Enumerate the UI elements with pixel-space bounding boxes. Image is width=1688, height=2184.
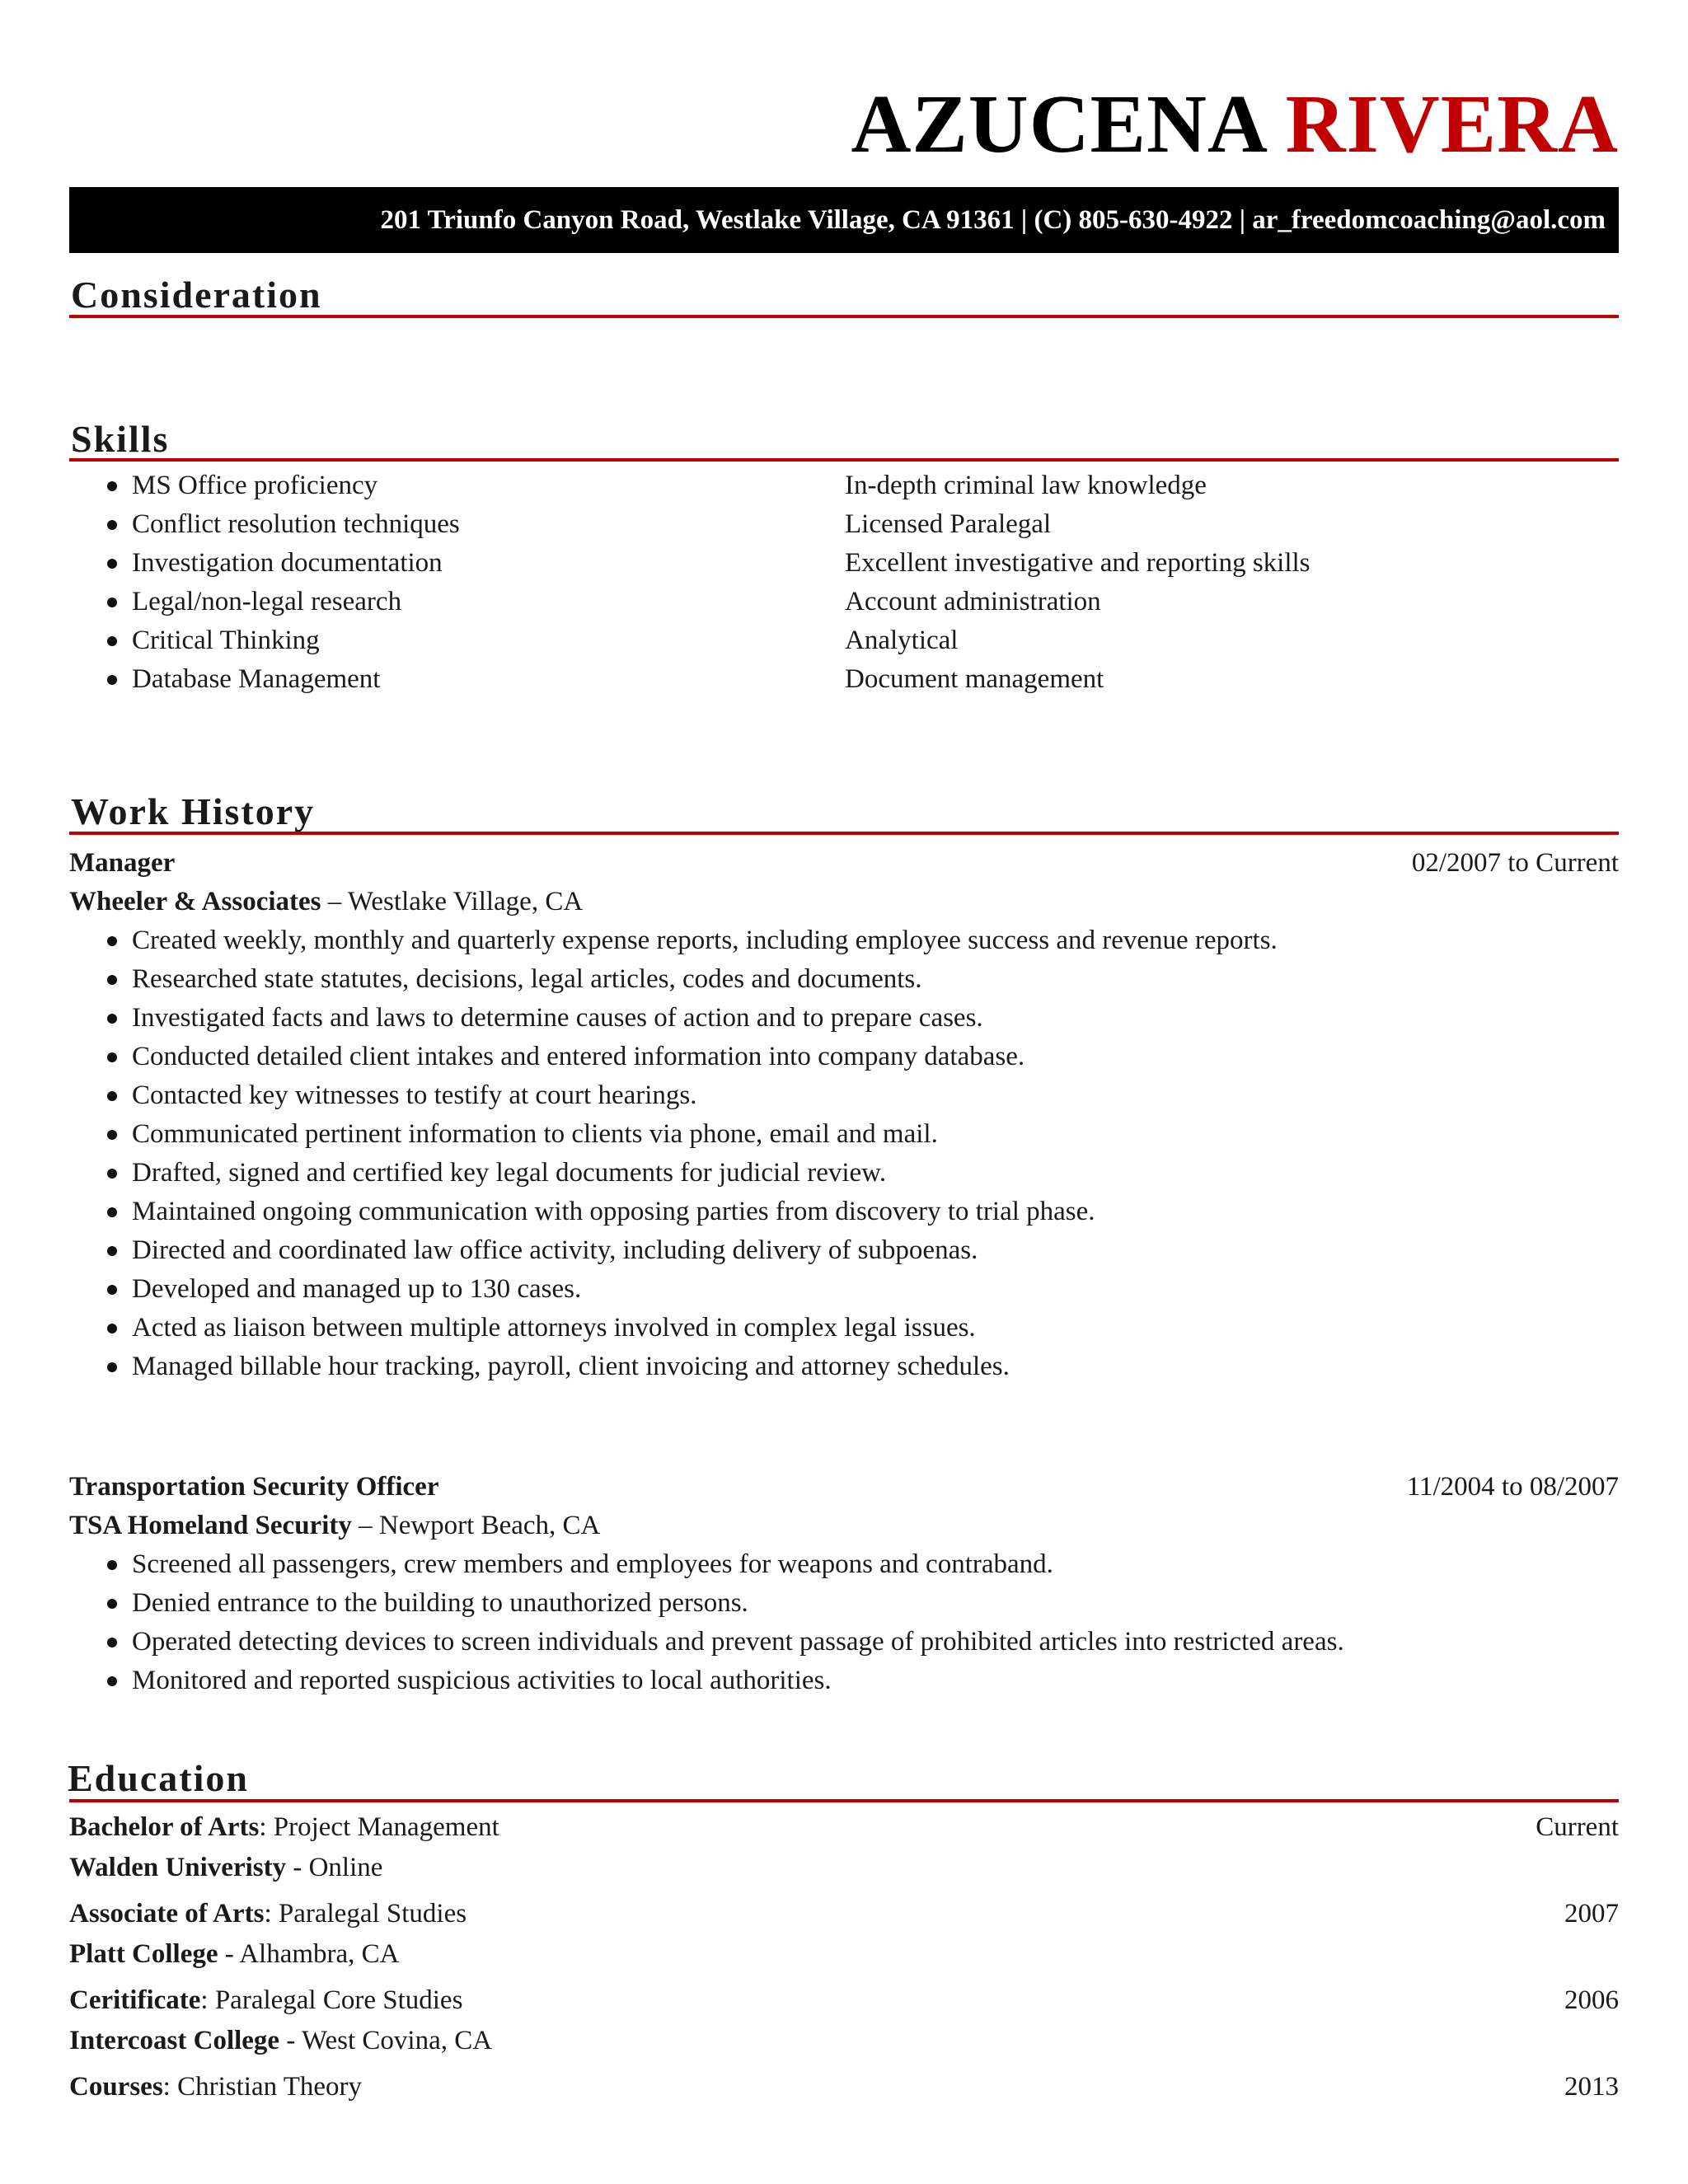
list-item: Directed and coordinated law office activity, including delivery of subpoenas. bbox=[69, 1231, 1278, 1270]
job-bullets bbox=[69, 1545, 1344, 1700]
job-bullets bbox=[69, 921, 1278, 1386]
field: : Project Management bbox=[259, 1812, 499, 1842]
list-item: Communicated pertinent information to clients via phone, email and mail. bbox=[69, 1115, 1278, 1154]
list-item: Account administration bbox=[845, 587, 1101, 616]
education-date: Current bbox=[1536, 1812, 1619, 1842]
bullet-icon bbox=[107, 598, 117, 607]
section-title-consideration: Consideration bbox=[71, 274, 322, 316]
first-name: AZUCENA bbox=[851, 77, 1264, 170]
bullet-icon bbox=[107, 1130, 117, 1140]
last-name: RIVERA bbox=[1285, 77, 1619, 170]
contact-bar bbox=[69, 187, 1619, 253]
bullet-icon bbox=[107, 1638, 117, 1647]
section-title-education: Education bbox=[68, 1757, 249, 1799]
list-item: Licensed Paralegal bbox=[845, 509, 1052, 539]
degree: Ceritificate bbox=[69, 1985, 201, 2015]
field: : Paralegal Core Studies bbox=[200, 1985, 463, 2015]
bullet-icon bbox=[107, 1169, 117, 1179]
bullet-icon bbox=[107, 1676, 117, 1686]
list-item: Contacted key witnesses to testify at court hearings. bbox=[69, 1076, 1278, 1115]
bullet-icon bbox=[107, 1014, 117, 1024]
bullet-icon bbox=[107, 481, 117, 491]
list-item: Investigation documentation bbox=[69, 544, 460, 583]
bullet-icon bbox=[107, 1246, 117, 1256]
list-item: Document management bbox=[845, 664, 1104, 694]
bullet-icon bbox=[107, 675, 117, 685]
degree: Bachelor of Arts bbox=[69, 1812, 260, 1842]
job-dates: 11/2004 to 08/2007 bbox=[1406, 1472, 1619, 1502]
list-item: Developed and managed up to 130 cases. bbox=[69, 1270, 1278, 1309]
list-item: Managed billable hour tracking, payroll, client invoicing and attorney schedules. bbox=[69, 1347, 1278, 1386]
school-location: - West Covina, CA bbox=[279, 2026, 493, 2055]
section-title-skills: Skills bbox=[71, 418, 170, 460]
bullet-icon bbox=[107, 1091, 117, 1101]
list-item: Denied entrance to the building to unauthorized persons. bbox=[69, 1584, 1344, 1623]
section-rule bbox=[69, 458, 1619, 462]
bullet-icon bbox=[107, 1324, 117, 1333]
school: Intercoast College bbox=[69, 2026, 280, 2055]
list-item: Drafted, signed and certified key legal documents for judicial review. bbox=[69, 1154, 1278, 1193]
list-item: Conflict resolution techniques bbox=[69, 505, 460, 544]
list-item: Operated detecting devices to screen individuals and prevent passage of prohibited articles into restricted areas. bbox=[69, 1623, 1344, 1661]
skills-list-right bbox=[845, 466, 1311, 699]
school-location: - Online bbox=[286, 1853, 383, 1882]
list-item: Created weekly, monthly and quarterly expense reports, including employee success and revenue reports. bbox=[69, 921, 1278, 960]
bullet-icon bbox=[107, 936, 117, 946]
list-item: Excellent investigative and reporting skills bbox=[845, 548, 1311, 578]
contact-info: 201 Triunfo Canyon Road, Westlake Village, CA 91361 | (C) 805-630-4922 | ar_freedomcoaching@aol.com bbox=[380, 205, 1606, 235]
list-item: Analytical bbox=[845, 626, 959, 655]
list-item: MS Office proficiency bbox=[69, 466, 460, 505]
degree: Associate of Arts bbox=[69, 1899, 265, 1929]
education-date: 2013 bbox=[1564, 2072, 1619, 2102]
list-item: Critical Thinking bbox=[69, 621, 460, 660]
candidate-name bbox=[851, 77, 1619, 170]
education-date: 2006 bbox=[1564, 1985, 1619, 2015]
education-date: 2007 bbox=[1564, 1899, 1619, 1929]
company-location: Westlake Village, CA bbox=[347, 887, 584, 916]
company-location: Newport Beach, CA bbox=[378, 1511, 601, 1540]
section-rule bbox=[69, 832, 1619, 835]
job-title: Transportation Security Officer bbox=[69, 1472, 439, 1502]
bullet-icon bbox=[107, 559, 117, 569]
bullet-icon bbox=[107, 1207, 117, 1217]
section-rule bbox=[69, 1799, 1619, 1802]
list-item: Acted as liaison between multiple attorneys involved in complex legal issues. bbox=[69, 1309, 1278, 1347]
list-item: Legal/non-legal research bbox=[69, 583, 460, 621]
job-dates: 02/2007 to Current bbox=[1411, 848, 1619, 878]
section-title-work-history: Work History bbox=[71, 790, 316, 832]
company-name: TSA Homeland Security bbox=[69, 1511, 352, 1540]
list-item: Screened all passengers, crew members and employees for weapons and contraband. bbox=[69, 1545, 1344, 1584]
bullet-icon bbox=[107, 1285, 117, 1295]
job-title: Manager bbox=[69, 848, 176, 878]
list-item: Researched state statutes, decisions, legal articles, codes and documents. bbox=[69, 960, 1278, 999]
bullet-icon bbox=[107, 975, 117, 985]
bullet-icon bbox=[107, 1362, 117, 1372]
list-item: In-depth criminal law knowledge bbox=[845, 471, 1207, 500]
list-item: Conducted detailed client intakes and entered information into company database. bbox=[69, 1038, 1278, 1076]
field: : Paralegal Studies bbox=[264, 1899, 467, 1929]
company-name: Wheeler & Associates bbox=[69, 887, 321, 916]
school: Walden Univeristy bbox=[69, 1853, 287, 1882]
skills-list-left bbox=[69, 466, 460, 699]
section-rule bbox=[69, 315, 1619, 318]
bullet-icon bbox=[107, 520, 117, 530]
degree: Courses bbox=[69, 2072, 163, 2102]
bullet-icon bbox=[107, 1560, 117, 1570]
list-item: Database Management bbox=[69, 660, 460, 699]
bullet-icon bbox=[107, 1052, 117, 1062]
school-location: - Alhambra, CA bbox=[218, 1939, 400, 1969]
list-item: Investigated facts and laws to determine causes of action and to prepare cases. bbox=[69, 999, 1278, 1038]
list-item: Maintained ongoing communication with opposing parties from discovery to trial phase. bbox=[69, 1193, 1278, 1231]
bullet-icon bbox=[107, 1599, 117, 1609]
school: Platt College bbox=[69, 1939, 218, 1969]
list-item: Monitored and reported suspicious activities to local authorities. bbox=[69, 1661, 1344, 1700]
field: : Christian Theory bbox=[162, 2072, 363, 2102]
bullet-icon bbox=[107, 636, 117, 646]
